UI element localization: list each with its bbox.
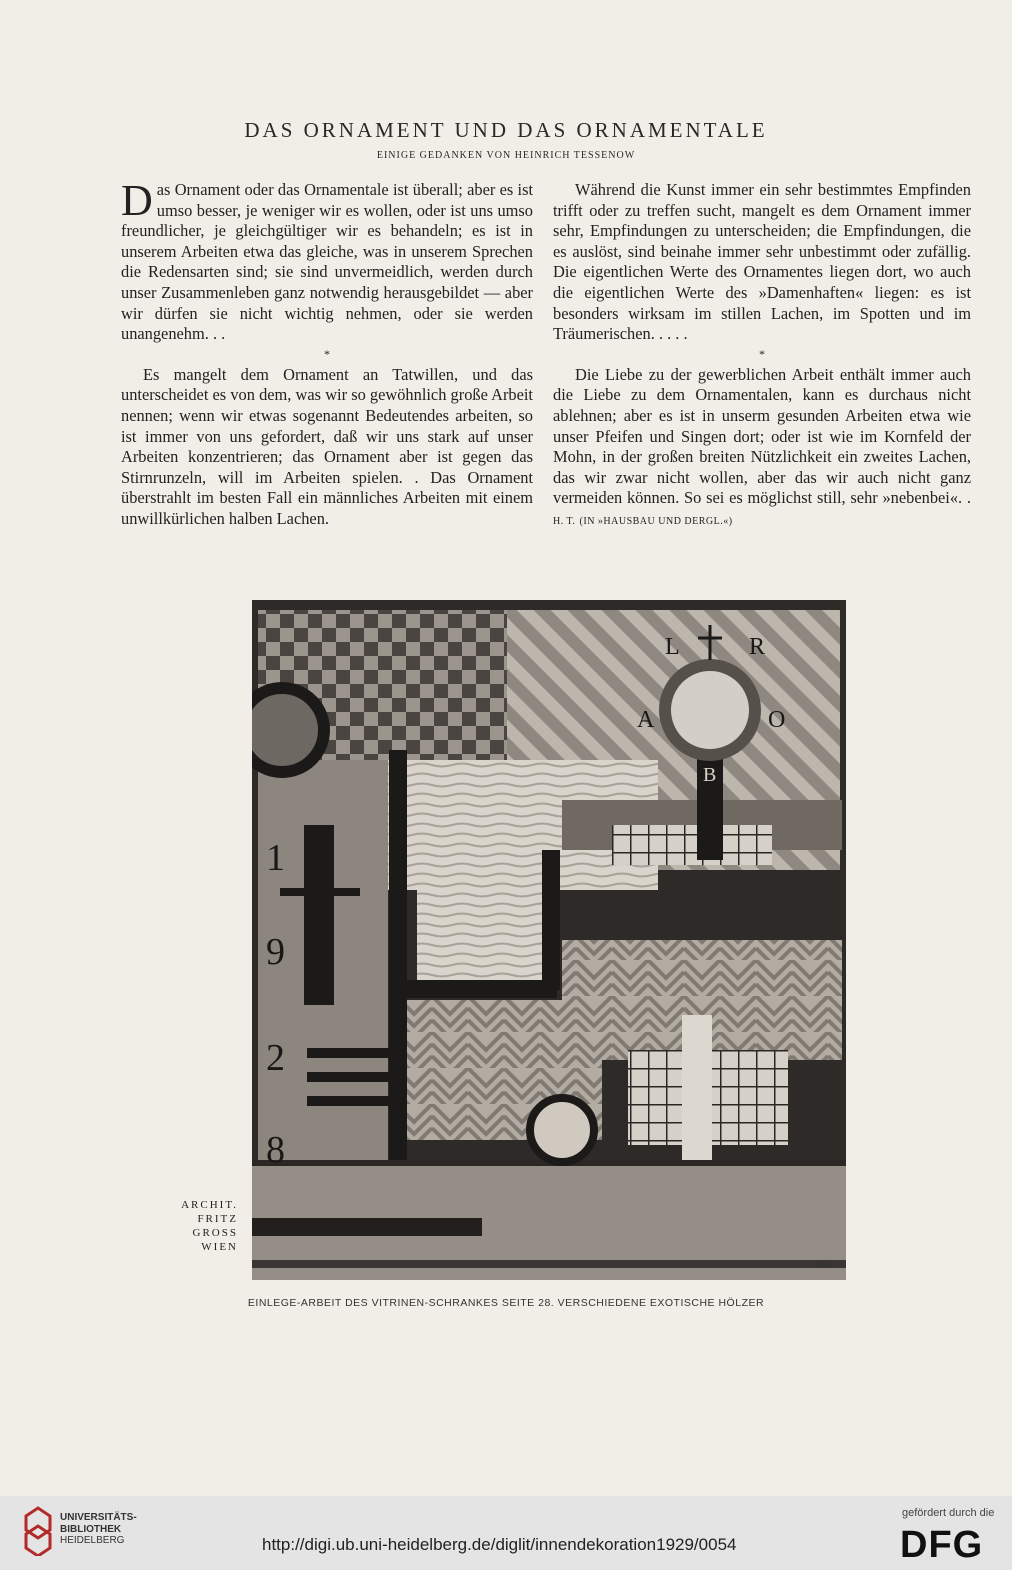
university-logo-icon: [22, 1506, 54, 1556]
section-star: *: [324, 346, 330, 361]
inlay-letter-a: A: [637, 707, 655, 733]
section-star: *: [759, 346, 765, 361]
inlay-digit-8: 8: [266, 1129, 285, 1171]
funder-label: gefördert durch die: [902, 1507, 995, 1519]
drop-cap: D: [121, 176, 153, 225]
inlay-letter-r: R: [749, 634, 766, 660]
artist-credit: ARCHIT. FRITZ GROSS WIEN: [181, 1199, 238, 1253]
permalink[interactable]: http://digi.ub.uni-heidelberg.de/diglit/innendekoration1929/0054: [262, 1535, 737, 1554]
institution-name: UNIVERSITÄTS- BIBLIOTHEK HEIDELBERG: [60, 1512, 137, 1546]
article-title: DAS ORNAMENT UND DAS ORNAMENTALE: [244, 118, 768, 142]
inlay-digit-9: 9: [266, 931, 285, 973]
inlay-artwork-drawing: [252, 600, 846, 1280]
article-subtitle: EINIGE GEDANKEN VON HEINRICH TESSENOW: [376, 150, 636, 161]
figure-caption: EINLEGE-ARBEIT DES VITRINEN-SCHRANKES SEITE 28. VERSCHIEDENE EXOTISCHE HÖLZER: [247, 1297, 765, 1309]
footer-bar: [0, 1496, 1012, 1570]
left-paragraph-2: Es mangelt dem Ornament an Tatwillen, und das unterscheidet es von dem, was wir so gewöhnlich große Arbeit nennen; wenn wir etwas sogenannt Bedeutendes arbeiten, so ist immer von uns gefordert, daß wir uns stark auf unser Arbeiten konzentrieren; das Ornament aber ist gegen das Stirnrunzeln, will im Arbeiten spielen. . Das Ornament überstrahlt im besten Fall ein männliches Arbeiten mit einem unwillkürlichen halben Lachen.: [121, 364, 533, 528]
dfg-logo: DFG: [900, 1524, 984, 1566]
left-paragraph-1: Das Ornament oder das Ornamentale ist überall; aber es ist umso besser, je weniger wir es wollen, oder ist uns umso freundlicher, je gleichgültiger wir es behandeln; es ist in unserem Arbeiten etwa das gleiche, was in unserem Sprechen die Redensarten sind; sie sind unvermeidlich, werden durch unser Zusammenleben ganz notwendig herausgebildet — aber wir dürfen sie nicht wichtig nehmen, oder sie werden unangenehm. . .: [121, 176, 533, 344]
inlay-digit-2: 2: [266, 1037, 285, 1079]
right-column: [553, 180, 971, 533]
right-paragraph-2: Die Liebe zu der gewerblichen Arbeit enthält immer auch die Liebe zu dem Ornamentalen, kann es durchaus nicht ablehnen; aber es ist in unserm gesunden Arbeiten etwa wie unser Pfeifen und Singen dort; oder ist wie im Kornfeld der Mohn, in der großen breiten Nützlichkeit ein zweites Lachen, das wir zwar nicht wollen, aber das wir auch nicht ganz vermeiden können. So sei es möglichst still, sehr »nebenbei«. . H. T. (IN »HAUSBAU UND DERGL.«): [553, 364, 971, 527]
source-note: (IN »HAUSBAU UND DERGL.«): [579, 515, 733, 527]
inlay-letter-o: O: [768, 707, 786, 733]
artist-monogram: M·u: [818, 1260, 832, 1269]
inlay-letter-l: L: [665, 634, 680, 660]
signature: H. T.: [553, 515, 576, 527]
left-column: [121, 176, 533, 530]
right-paragraph-1: Während die Kunst immer ein sehr bestimmtes Empfinden trifft oder zu treffen sucht, mangelt es dem Ornament immer sehr, Empfindungen zu unterscheiden; die Empfindungen, die es auslöst, sind beinahe immer sehr unbestimmt oder zufällig. Die eigentlichen Werte des Ornamentes liegen dort, wo auch die eigentlichen Werte des »Damenhaften« liegen: es ist besonders wirksam im stillen Lachen, im Spotten und im Träumerischen. . . . .: [553, 180, 971, 344]
inlay-artwork: [252, 600, 846, 1280]
inlay-letter-b: B: [703, 764, 717, 786]
inlay-digit-1: 1: [266, 837, 285, 879]
